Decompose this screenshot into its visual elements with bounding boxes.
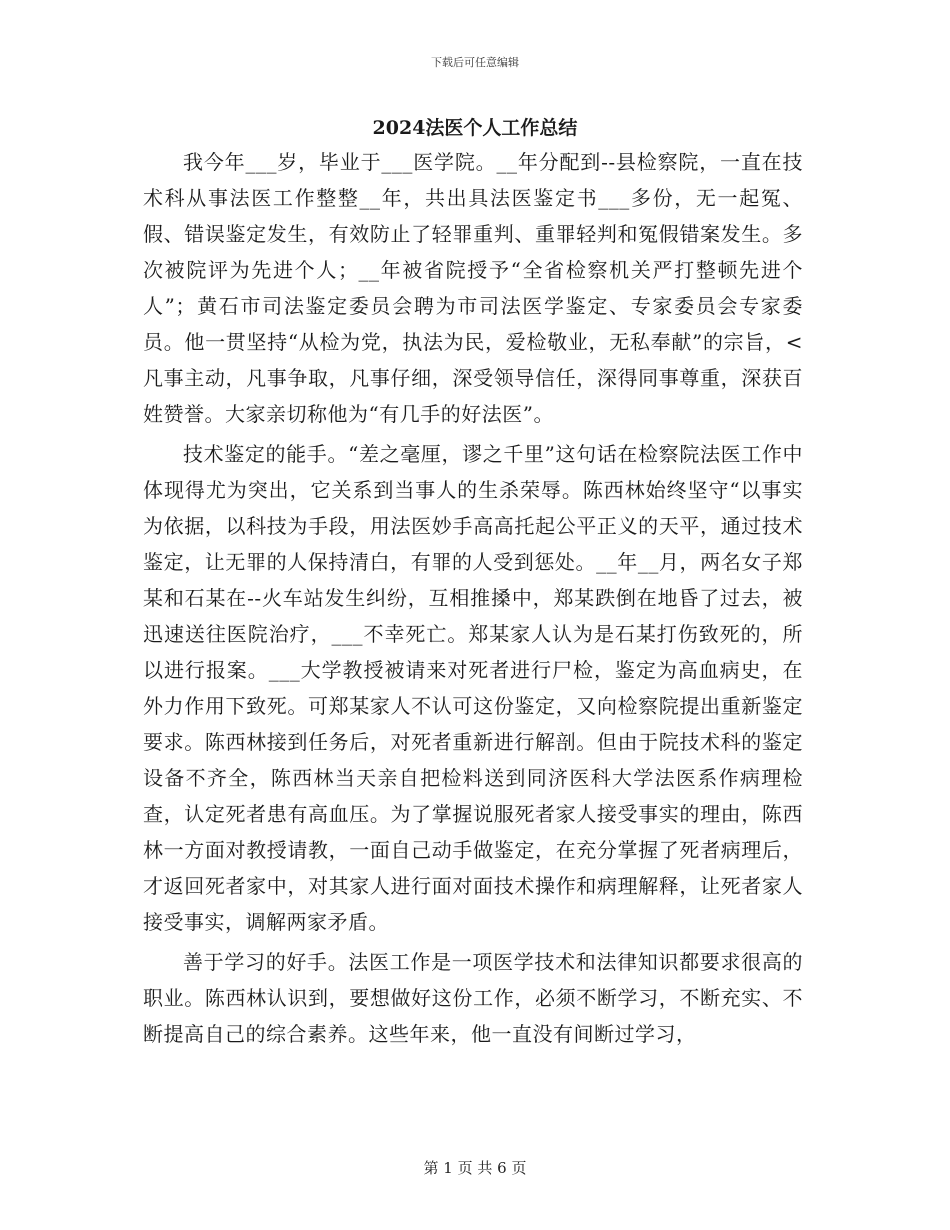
document-title: 2024法医个人工作总结 xyxy=(372,117,578,139)
paragraph-intro: 我今年___岁，毕业于___医学院。__年分配到--县检察院，一直在技术科从事法医工作整整__年，共出具法医鉴定书___多份，无一起冤、假、错误鉴定发生，有效防止了轻罪重判、重罪轻判和冤假错案发生。多次被院评为先进个人；__年被省院授予“全省检察机关严打整顿先进个人”；黄石市司法鉴定委员会聘为市司法医学鉴定、专家委员会专家委员。他一贯坚持“从检为党，执法为民，爱检敬业，无私奉献”的宗旨，<凡事主动，凡事争取，凡事仔细，深受领导信任，深得同事尊重，深获百姓赞誉。大家亲切称他为“有几手的好法医”。 xyxy=(143,150,803,426)
page-number-footer: 第 1 页 共 6 页 xyxy=(423,1159,527,1177)
paragraph-technical-appraisal: 技术鉴定的能手。“差之毫厘，谬之千里”这句话在检察院法医工作中体现得尤为突出，它关系到当事人的生杀荣辱。陈西林始终坚守“以事实为依据，以科技为手段，用法医妙手高高托起公平正义的天平，通过技术鉴定，让无罪的人保持清白，有罪的人受到惩处。__年__月，两名女子郑某和石某在--火车站发生纠纷，互相推搡中，郑某跌倒在地昏了过去，被迅速送往医院治疗，___不幸死亡。郑某家人认为是石某打伤致死的，所以进行报案。___大学教授被请来对死者进行尸检，鉴定为高血病史，在外力作用下致死。可郑某家人不认可这份鉴定，又向检察院提出重新鉴定要求。陈西林接到任务后，对死者重新进行解剖。但由于院技术科的鉴定设备不齐全，陈西林当天亲自把检料送到同济医科大学法医系作病理检查，认定死者患有高血压。为了掌握说服死者家人接受事实的理由，陈西林一方面对教授请教，一面自己动手做鉴定，在充分掌握了死者病理后，才返回死者家中，对其家人进行面对面技术操作和病理解释，让死者家人接受事实，调解两家矛盾。 xyxy=(143,442,803,934)
document-body xyxy=(143,144,803,1056)
header-note: 下载后可任意编辑 xyxy=(431,56,519,69)
paragraph-learning: 善于学习的好手。法医工作是一项医学技术和法律知识都要求很高的职业。陈西林认识到，要想做好这份工作，必须不断学习，不断充实、不断提高自己的综合素养。这些年来，他一直没有间断过学习， xyxy=(143,950,803,1046)
